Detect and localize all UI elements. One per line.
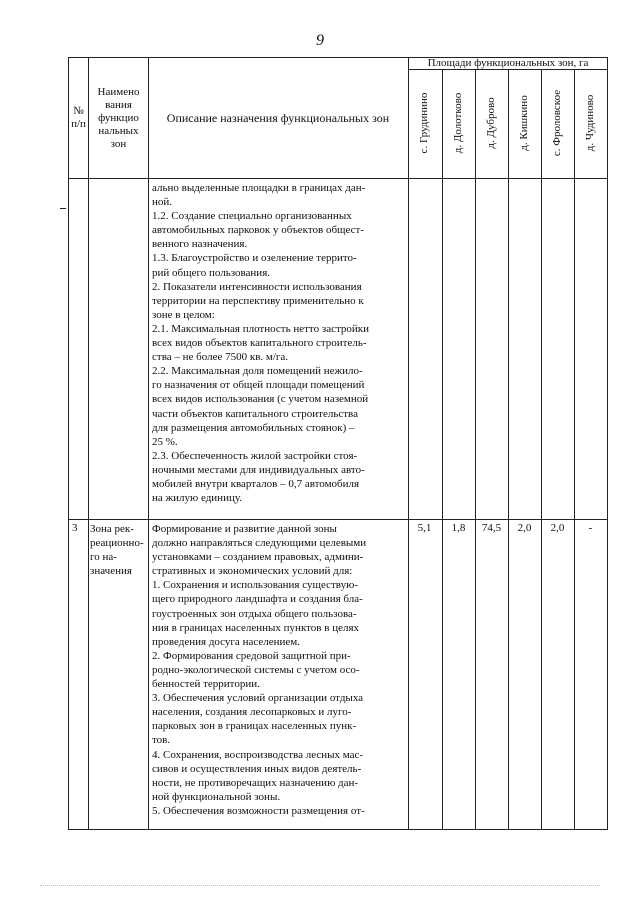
row-3-text-line: тов. — [152, 734, 171, 747]
row-3-area-value-5: - — [588, 522, 593, 534]
row-3-text-line: ности, не противоречащих назначению дан- — [152, 776, 359, 789]
row-3-text-line: должно направляться следующими целевыми — [152, 537, 367, 550]
row-3-name-line: го на- — [90, 551, 117, 564]
row-1-text-line: автомобильных парковок у объектов общест- — [152, 224, 365, 237]
row-1-text-line: 2. Показатели интенсивности использования — [152, 280, 362, 293]
scan-edge — [40, 885, 600, 887]
row-3-area-value-0: 5,1 — [417, 522, 432, 534]
row-1-text-line: ной. — [152, 196, 173, 209]
row-3-text-line: населения, создания лесопарковых и луго- — [152, 706, 352, 719]
row-3-text-line: ния в границах населенных пунктов в целях — [152, 621, 360, 634]
row-1-text-line: ночными местами для индивидуальных авто- — [152, 463, 365, 476]
row-3-text-line: стративных и экономических условий для: — [152, 565, 353, 578]
row-1-text-line: венного назначения. — [152, 238, 248, 251]
functional-zones-table — [68, 57, 608, 830]
row-3-text-line: бенностей территории. — [152, 678, 260, 691]
header-settlement-1: д. Долотково — [451, 92, 464, 154]
row-1-description — [152, 181, 406, 505]
row-3-text-line: 2. Формирования средовой защитной при- — [152, 649, 351, 662]
row-3-text-line: сивов и осуществления иных видов деятель- — [152, 762, 362, 775]
row-3-text-line: родно-экологической системы с учетом осо- — [152, 663, 360, 676]
row-1-text-line: зоне в целом: — [152, 308, 215, 321]
header-name: Наимено вания функцио нальных зон — [97, 85, 140, 150]
row-1-text-line: 2.2. Максимальная доля помещений нежило- — [152, 365, 363, 378]
row-3-area-value-3: 2,0 — [517, 522, 532, 534]
row-1-text-line: на жилую единицу. — [152, 492, 242, 505]
row-1-text-line: 25 %. — [152, 435, 178, 448]
row-3-text-line: 1. Сохранения и использования существую- — [152, 579, 358, 592]
row-1-text-line: го назначения от общей площади помещений — [152, 379, 365, 392]
row-3-text-line: щего природного ландшафта и создания бла- — [152, 593, 363, 606]
row-3-zone-name — [90, 522, 148, 578]
row-3-text-line: гоустроенных зон отдыха общего пользова- — [152, 607, 357, 620]
row-1-text-line: всех видов объектов капитального строитель- — [152, 337, 367, 350]
header-num: № п/п — [71, 105, 86, 130]
row-3-text-line: установками – созданием правовых, админи- — [152, 551, 364, 564]
header-settlement-5: д. Чудиново — [583, 94, 596, 152]
row-3-text-line: проведения досуга населением. — [152, 635, 300, 648]
page-number: 9 — [316, 32, 324, 49]
row-1-text-line: 1.2. Создание специально организованных — [152, 210, 352, 223]
row-3-number: 3 — [72, 522, 78, 534]
row-3-area-value-1: 1,8 — [451, 522, 466, 534]
row-1-text-line: рий общего пользования. — [152, 266, 271, 279]
row-1-text-line: территории на перспективу применительно к — [152, 294, 364, 307]
row-3-text-line: 4. Сохранения, воспроизводства лесных мас- — [152, 748, 364, 761]
row-1-text-line: мобилей внутри кварталов – 0,7 автомобиля — [152, 477, 360, 490]
header-areas-title: Площади функциональных зон, га — [427, 56, 589, 69]
row-1-text-line: для размещения автомобильных стоянок) – — [152, 421, 355, 434]
row-3-name-line: значения — [90, 565, 132, 578]
row-3-area-value-2: 74,5 — [481, 522, 502, 534]
row-3-text-line: 5. Обеспечения возможности размещения от- — [152, 804, 365, 817]
row-3-text-line: парковых зон в границах населенных пунк- — [152, 720, 357, 733]
row-3-area-value-4: 2,0 — [550, 522, 565, 534]
row-1-text-line: 1.3. Благоустройство и озеленение террито- — [152, 252, 357, 265]
row-1-text-line: 2.1. Максимальная плотность нетто застройки — [152, 322, 370, 335]
header-settlement-3: д. Кишкино — [517, 95, 530, 151]
header-settlement-2: д. Дуброво — [484, 97, 497, 149]
row-1-text-line: ально выделенные площадки в границах дан- — [152, 182, 366, 194]
row-3-description — [152, 522, 406, 818]
margin-mark — [60, 208, 66, 209]
row-3-name-line: Зона рек- — [90, 523, 134, 535]
row-1-text-line: 2.3. Обеспеченность жилой застройки стоя- — [152, 449, 358, 462]
row-3-text-line: Формирование и развитие данной зоны — [152, 523, 337, 535]
row-3-name-line: реационно- — [90, 537, 144, 550]
header-description: Описание назначения функциональных зон — [166, 110, 390, 125]
row-3-text-line: 3. Обеспечения условий организации отдыха — [152, 692, 364, 705]
row-1-text-line: всех видов использования (с учетом наземной — [152, 393, 369, 406]
row-1-text-line: ства – не более 7500 кв. м/га. — [152, 351, 289, 364]
header-settlement-4: с. Фроловское — [550, 89, 563, 157]
header-settlement-0: с. Грудинино — [417, 92, 430, 154]
row-3-text-line: ной функциональной зоны. — [152, 790, 281, 803]
row-1-text-line: части объектов капитального строительства — [152, 407, 358, 420]
